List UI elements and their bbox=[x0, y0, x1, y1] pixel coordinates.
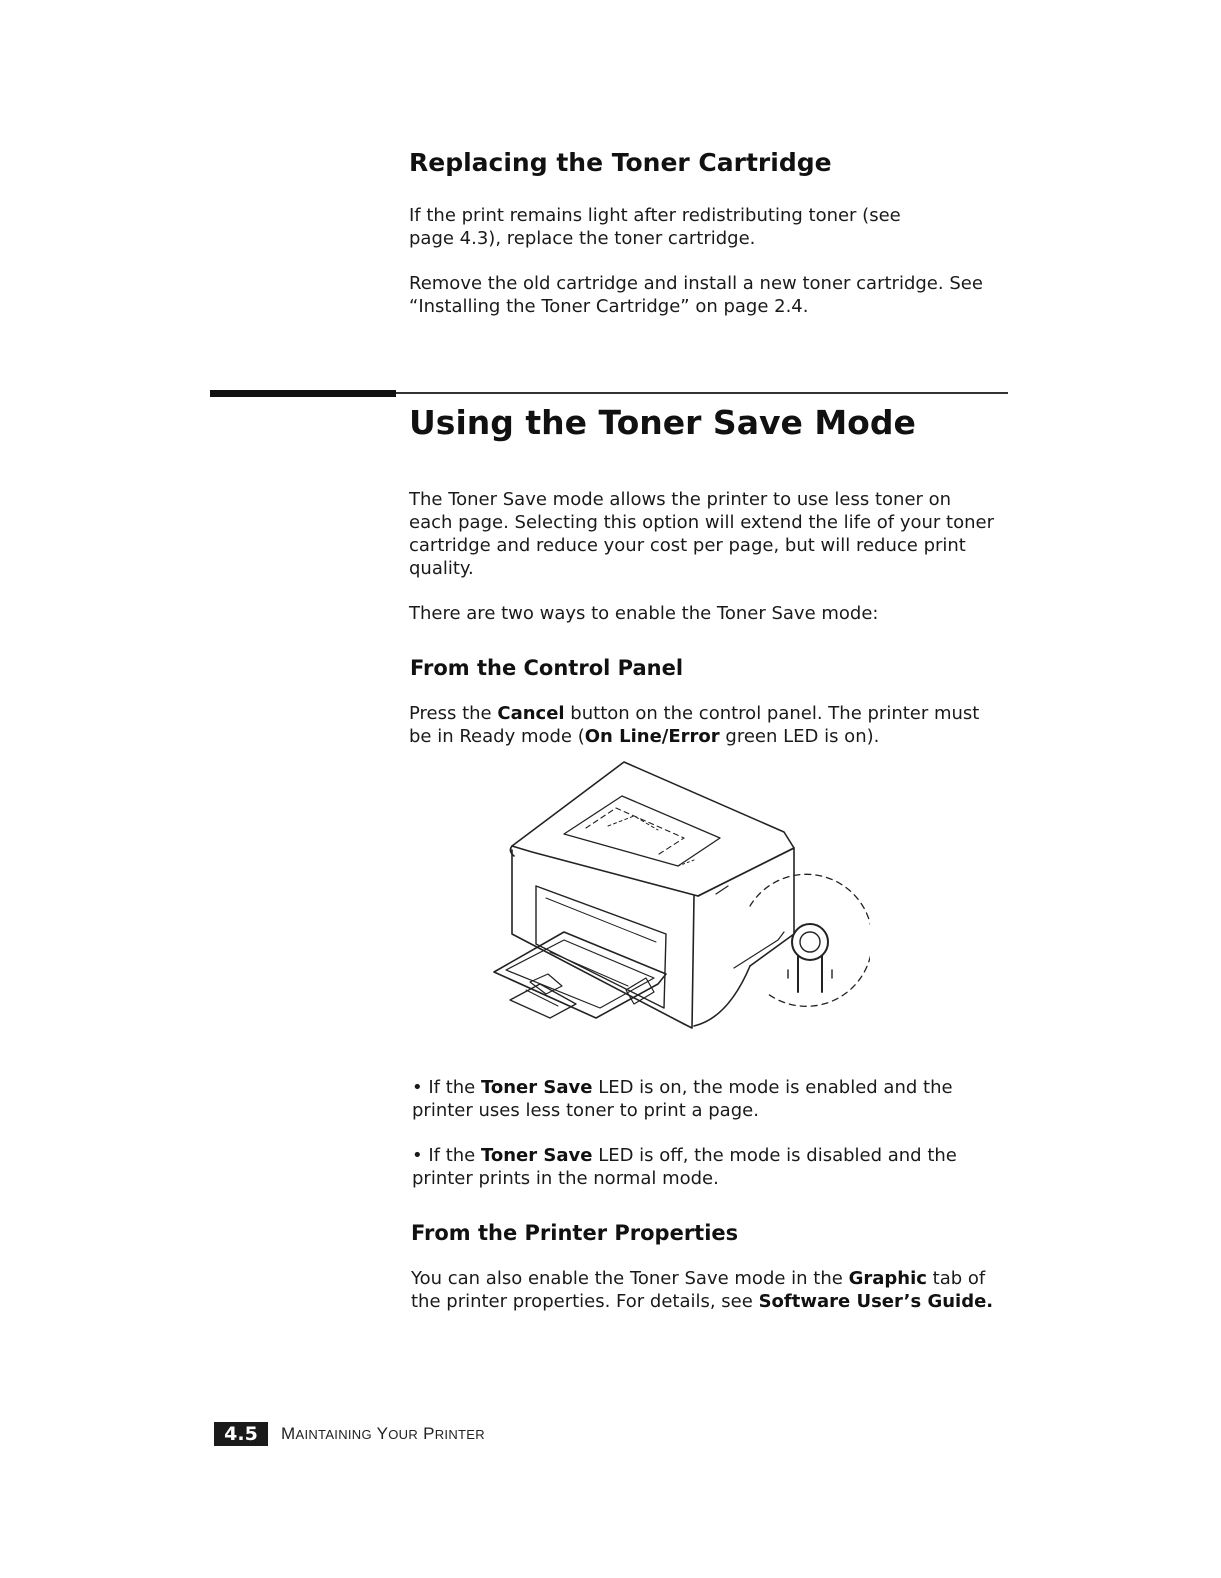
printer-output-slot bbox=[564, 796, 720, 866]
paragraph-control-panel: Press the Cancel button on the control panel. The printer must be in Ready mode (On Line/Error green LED is on). bbox=[409, 703, 980, 747]
tray-extension bbox=[510, 984, 576, 1018]
paragraph-toner-save-intro: The Toner Save mode allows the printer to use less toner on each page. Selecting this option will extend the life of your toner cartridge and reduce your cost per page, but will reduce print quality. bbox=[409, 489, 994, 579]
section-heading-toner-save: Using the Toner Save Mode bbox=[409, 403, 916, 442]
printer-front-left bbox=[512, 850, 684, 1024]
page-number: 4.5 bbox=[214, 1422, 268, 1446]
footer-chapter-title: MAINTAINING YOUR PRINTER bbox=[281, 1424, 485, 1443]
paragraph-printer-properties: You can also enable the Toner Save mode in the Graphic tab of the printer properties. For details, see Software User’s Guide. bbox=[411, 1268, 994, 1312]
printer-top-cover bbox=[512, 762, 794, 896]
control-panel-detail-circle bbox=[750, 874, 870, 1006]
list-item-led-on: • If the Toner Save LED is on, the mode is enabled and the printer uses less toner to print a page. bbox=[412, 1077, 953, 1121]
printer-right-side bbox=[698, 848, 794, 966]
paragraph-two-ways: There are two ways to enable the Toner Save mode: bbox=[409, 603, 879, 624]
subheading-printer-properties: From the Printer Properties bbox=[411, 1221, 739, 1245]
paragraph-remove-cartridge: Remove the old cartridge and install a new toner cartridge. See “Installing the Toner Cartridge” on page 2.4. bbox=[409, 273, 983, 317]
paragraph-replace-intro: If the print remains light after redistributing toner (see page 4.3), replace the toner cartridge. bbox=[409, 205, 901, 249]
printer-illustration bbox=[488, 756, 870, 1046]
section-rule-thin bbox=[396, 392, 1008, 394]
section-rule-thick bbox=[210, 390, 396, 397]
section-heading-replacing-toner: Replacing the Toner Cartridge bbox=[409, 148, 832, 177]
subheading-control-panel: From the Control Panel bbox=[410, 656, 684, 680]
list-item-led-off: • If the Toner Save LED is off, the mode is disabled and the printer prints in the normal mode. bbox=[412, 1145, 957, 1189]
cancel-button-detail bbox=[792, 924, 828, 960]
